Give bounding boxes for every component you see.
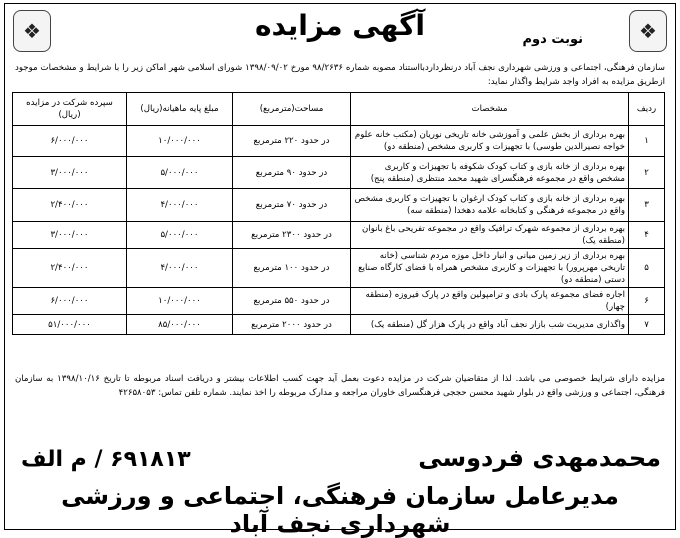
row-deposit: ۲/۴۰۰/۰۰۰ xyxy=(13,249,127,288)
signer-name: محمدمهدی فردوسی xyxy=(418,444,661,472)
row-deposit: ۶/۰۰۰/۰۰۰ xyxy=(13,126,127,157)
municipal-emblem-icon: ❖ xyxy=(629,10,667,52)
row-area: در حدود ۷۰ مترمربع xyxy=(233,189,351,222)
row-base-price: ۵/۰۰۰/۰۰۰ xyxy=(127,157,233,189)
notice-code: ۶۹۱۸۱۳ / م الف xyxy=(21,447,191,472)
notice-round: نوبت دوم xyxy=(522,32,583,47)
row-description: بهره برداری از خانه بازی و کتاب کودک شکوفه با تجهیزات و کاربری مشخص واقع در مجموعه فرهنگسرای شهید محمد منتظری (منطقه پنج) xyxy=(351,157,629,189)
row-number: ۳ xyxy=(629,189,665,222)
row-base-price: ۸۵/۰۰۰/۰۰۰ xyxy=(127,315,233,335)
row-deposit: ۵۱/۰۰۰/۰۰۰ xyxy=(13,315,127,335)
intro-text: سازمان فرهنگی، اجتماعی و ورزشی شهرداری نجف آباد درنظرداردبااستناد مصوبه شماره ۹۸/۲۶۳۶ مورخ ۱۳۹۸/۰۹/۰۲ شورای اسلامی شهر اماکن زیر را با شرایط و مشخصات موجود ازطریق مزایده به افراد واجد شرایط واگذار نماید: xyxy=(15,63,665,87)
row-area: در حدود ۹۰ مترمربع xyxy=(233,157,351,189)
row-area: در حدود ۲۲۰ مترمربع xyxy=(233,126,351,157)
row-description: بهره برداری از بخش علمی و آموزشی خانه تاریخی نوریان (مکتب خانه علوم خواجه نصیرالدین طوسی) با تجهیزات و کاربری مشخص (منطقه دو) xyxy=(351,126,629,157)
row-deposit: ۲/۴۰۰/۰۰۰ xyxy=(13,189,127,222)
table-row xyxy=(13,315,665,335)
row-description: بهره برداری از خانه بازی و کتاب کودک ارغوان با تجهیزات و کاربری مشخص واقع در مجموعه فرهنگی و کتابخانه علامه دهخدا (منطقه سه) xyxy=(351,189,629,222)
col-header-deposit: سپرده شرکت در مزایده (ریال) xyxy=(13,93,127,126)
table-header-row xyxy=(13,93,665,126)
row-number: ۵ xyxy=(629,249,665,288)
row-deposit: ۳/۰۰۰/۰۰۰ xyxy=(13,157,127,189)
table-row xyxy=(13,157,665,189)
row-area: در حدود ۲۳۰۰ مترمربع xyxy=(233,222,351,249)
row-base-price: ۱۰/۰۰۰/۰۰۰ xyxy=(127,126,233,157)
row-deposit: ۳/۰۰۰/۰۰۰ xyxy=(13,222,127,249)
row-deposit: ۶/۰۰۰/۰۰۰ xyxy=(13,288,127,315)
table-row xyxy=(13,222,665,249)
table-row xyxy=(13,189,665,222)
row-base-price: ۵/۰۰۰/۰۰۰ xyxy=(127,222,233,249)
row-description: اجاره فضای مجموعه پارک بادی و ترامپولین واقع در پارک فیروزه (منطقه چهار) xyxy=(351,288,629,315)
row-description: واگذاری مدیریت شب بازار نجف آباد واقع در پارک هزار گل (منطقه یک) xyxy=(351,315,629,335)
row-description: بهره برداری از زیر زمین میانی و انبار داخل موزه مردم شناسی (خانه تاریخی مهرپرور) با تجهیزات و کاربری مشخص همراه با فضای کارگاه صنایع دستی (منطقه دو) xyxy=(351,249,629,288)
row-area: در حدود ۵۵۰ مترمربع xyxy=(233,288,351,315)
row-number: ۷ xyxy=(629,315,665,335)
auction-items-table xyxy=(12,92,665,335)
table-row xyxy=(13,126,665,157)
municipal-emblem-icon: ❖ xyxy=(13,10,51,52)
row-description: بهره برداری از مجموعه شهرک ترافیک واقع در مجموعه تفریحی باغ بانوان (منطقه یک) xyxy=(351,222,629,249)
col-header-base-price: مبلغ پایه ماهیانه(ریال) xyxy=(127,93,233,126)
signer-position: مدیرعامل سازمان فرهنگی، اجتماعی و ورزشی شهرداری نجف آباد xyxy=(61,482,619,538)
row-number: ۴ xyxy=(629,222,665,249)
col-header-area: مساحت(مترمربع) xyxy=(233,93,351,126)
row-number: ۱ xyxy=(629,126,665,157)
auction-notice xyxy=(4,3,676,538)
footer-note: مزایده دارای شرایط خصوصی می باشد. لذا از متقاضیان شرکت در مزایده دعوت بعمل آید جهت کسب اطلاعات بیشتر و دریافت اسناد مربوطه تا تاریخ ۱۳۹۸/۱۰/۱۶ به سازمان فرهنگی، اجتماعی و ورزشی واقع در بلوار شهید محسن حججی فرهنگسرای خاوران مراجعه و مدارک مربوطه را اخذ نمایند. شماره تلفن تماس: ۴۲۶۵۸۰۵۳ xyxy=(15,374,665,398)
table-row xyxy=(13,288,665,315)
row-base-price: ۴/۰۰۰/۰۰۰ xyxy=(127,249,233,288)
row-base-price: ۴/۰۰۰/۰۰۰ xyxy=(127,189,233,222)
row-area: در حدود ۱۰۰ مترمربع xyxy=(233,249,351,288)
row-base-price: ۱۰/۰۰۰/۰۰۰ xyxy=(127,288,233,315)
col-header-row-num: ردیف xyxy=(629,93,665,126)
row-number: ۶ xyxy=(629,288,665,315)
row-number: ۲ xyxy=(629,157,665,189)
table-row xyxy=(13,249,665,288)
col-header-description: مشخصات xyxy=(351,93,629,126)
row-area: در حدود ۲۰۰۰ مترمربع xyxy=(233,315,351,335)
notice-header xyxy=(5,8,675,58)
notice-title: آگهی مزایده xyxy=(254,9,425,42)
